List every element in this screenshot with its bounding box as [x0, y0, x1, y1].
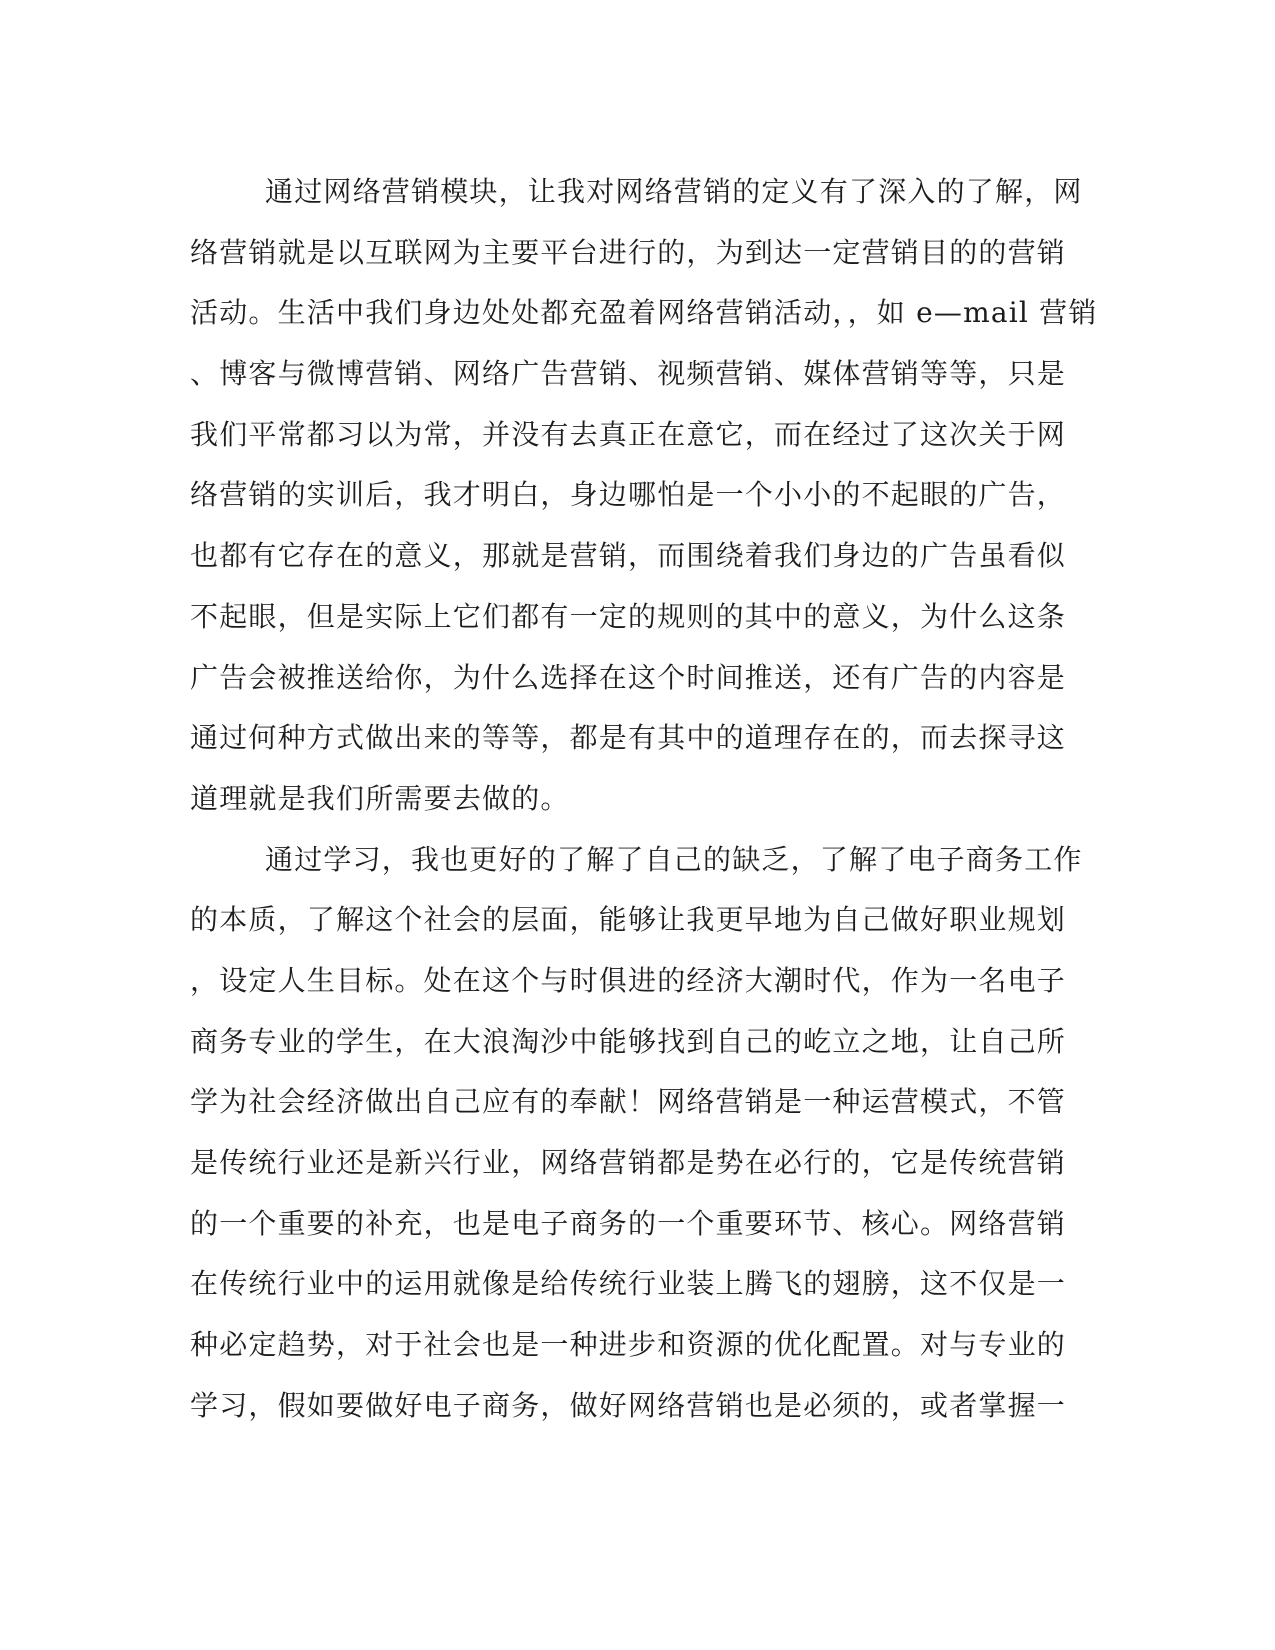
- text-line: 的本质，了解这个社会的层面，能够让我更早地为自己做好职业规划: [190, 903, 1067, 937]
- text-line: 种必定趋势，对于社会也是一种进步和资源的优化配置。对与专业的: [190, 1328, 1067, 1362]
- text-line: 、博客与微博营销、网络广告营销、视频营销、媒体营销等等，只是: [190, 357, 1067, 391]
- paragraph-2: [190, 830, 1083, 1437]
- text-line: 活动。生活中我们身边处处都充盈着网络营销活动，，如 e—mail 营销: [190, 296, 1098, 330]
- text-line: 我们平常都习以为常，并没有去真正在意它，而在经过了这次关于网: [190, 417, 1067, 451]
- text-line: 通过何种方式做出来的等等，都是有其中的道理存在的，而去探寻这: [190, 721, 1067, 755]
- text-line: 在传统行业中的运用就像是给传统行业装上腾飞的翅膀，这不仅是一: [190, 1267, 1067, 1301]
- text-line: 学为社会经济做出自己应有的奉献！网络营销是一种运营模式，不管: [190, 1085, 1067, 1119]
- text-line: 的一个重要的补充，也是电子商务的一个重要环节、核心。网络营销: [190, 1206, 1067, 1240]
- text-line: 也都有它存在的意义，那就是营销，而围绕着我们身边的广告虽看似: [190, 539, 1067, 573]
- text-line: 是传统行业还是新兴行业，网络营销都是势在必行的，它是传统营销: [190, 1146, 1067, 1179]
- document-body: [190, 162, 1098, 1436]
- text-line: 广告会被推送给你，为什么选择在这个时间推送，还有广告的内容是: [190, 660, 1067, 694]
- text-line: 络营销的实训后，我才明白，身边哪怕是一个小小的不起眼的广告，: [190, 478, 1067, 512]
- text-line: 通过网络营销模块，让我对网络营销的定义有了深入的了解，网: [265, 175, 1083, 208]
- text-line: ，设定人生目标。处在这个与时俱进的经济大潮时代，作为一名电子: [190, 963, 1067, 997]
- text-line: 道理就是我们所需要去做的。: [190, 781, 570, 815]
- text-line: 络营销就是以互联网为主要平台进行的，为到达一定营销目的的营销: [190, 235, 1067, 269]
- text-line: 学习，假如要做好电子商务，做好网络营销也是必须的，或者掌握一: [190, 1388, 1067, 1422]
- text-line: 商务专业的学生，在大浪淘沙中能够找到自己的屹立之地，让自己所: [190, 1024, 1067, 1058]
- text-line: 不起眼，但是实际上它们都有一定的规则的其中的意义，为什么这条: [190, 599, 1067, 633]
- text-line: 通过学习，我也更好的了解了自己的缺乏，了解了电子商务工作: [265, 842, 1083, 876]
- paragraph-1: [190, 162, 1098, 830]
